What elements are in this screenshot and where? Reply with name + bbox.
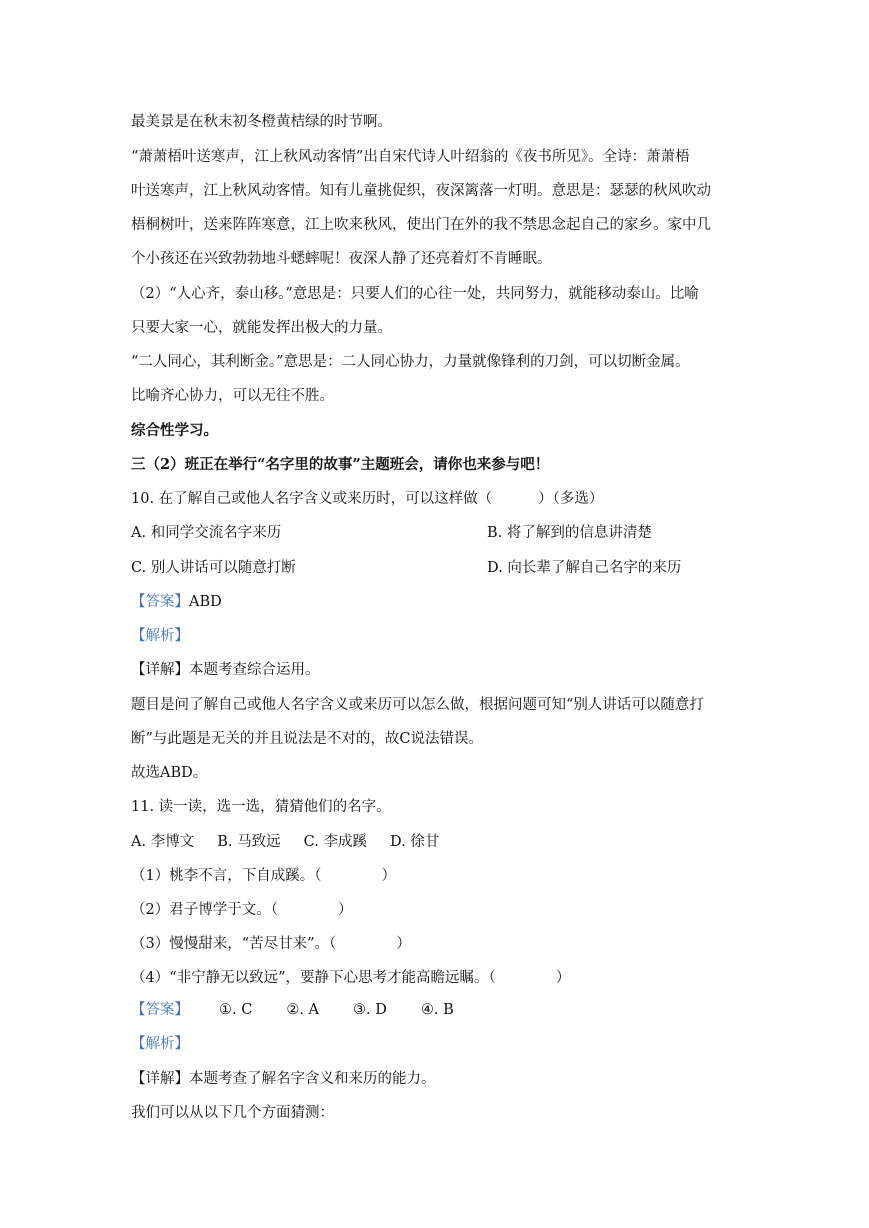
question-10-stem bbox=[131, 489, 603, 509]
option-b: B. 将了解到的信息讲清楚 bbox=[487, 525, 652, 541]
answer-item: ②. A bbox=[286, 1002, 320, 1018]
bracket-close: ） bbox=[396, 936, 411, 952]
explanation-line: 断”与此题是无关的并且说法是不对的，故C说法错误。 bbox=[131, 731, 484, 747]
section-intro: 三（2）班正在举行“名字里的故事”主题班会，请你也来参与吧！ bbox=[131, 456, 550, 473]
option-a: A. 和同学交流名字来历 bbox=[131, 525, 282, 541]
question-stem-text: 10. 在了解自己或他人名字含义或来历时，可以这样做（ bbox=[131, 491, 493, 507]
answer-item: ③. D bbox=[353, 1002, 387, 1018]
paragraph-line: 最美景是在秋末初冬橙黄桔绿的时节啊。 bbox=[131, 114, 392, 130]
paragraph-line: 个小孩还在兴致勃勃地斗蟋蟀呢！夜深人静了还亮着灯不肯睡眠。 bbox=[131, 251, 552, 267]
answer-line bbox=[131, 1000, 454, 1020]
option-d: D. 向长辈了解自己名字的来历 bbox=[487, 560, 682, 576]
analysis-label: 【解析】 bbox=[131, 628, 189, 644]
question-stem-end: ）（多选） bbox=[538, 491, 604, 507]
answer-label: 【答案】 bbox=[131, 1002, 189, 1018]
sub-question-3 bbox=[131, 934, 411, 954]
paragraph-line: “萧萧梧叶送寒声，江上秋风动客情”出自宋代诗人叶绍翁的《夜书所见》。全诗：萧萧梧 bbox=[131, 149, 690, 165]
paragraph-line: （2）“人心齐，泰山移。”意思是：只要人们的心往一处，共同努力，就能移动泰山。比喻 bbox=[131, 286, 699, 302]
detail-label: 【详解】 bbox=[131, 1071, 189, 1087]
section-title: 综合性学习。 bbox=[131, 422, 218, 439]
paragraph-line: 只要大家一心，就能发挥出极大的力量。 bbox=[131, 320, 392, 336]
sub-question-1 bbox=[131, 866, 396, 886]
sub-question-text: （1）桃李不言，下自成蹊。（ bbox=[131, 868, 322, 884]
analysis-label: 【解析】 bbox=[131, 1036, 189, 1052]
sub-question-text: （3）慢慢甜来，“苦尽甘来”。（ bbox=[131, 936, 337, 952]
bracket-close: ） bbox=[381, 868, 396, 884]
sub-question-4 bbox=[131, 968, 570, 988]
explanation-line: 题目是问了解自己或他人名字含义或来历可以怎么做，根据问题可知“别人讲话可以随意打 bbox=[131, 697, 704, 713]
sub-question-text: （2）君子博学于文。（ bbox=[131, 902, 278, 918]
answer-item: ①. C bbox=[219, 1002, 253, 1018]
detail-line bbox=[131, 1069, 436, 1089]
question-11-stem: 11. 读一读，选一选，猜猜他们的名字。 bbox=[131, 799, 391, 815]
detail-text: 本题考查综合运用。 bbox=[189, 662, 320, 678]
answer-item: ④. B bbox=[420, 1002, 454, 1018]
bracket-close: ） bbox=[337, 902, 353, 918]
question-11-choices: A. 李博文 B. 马致远 C. 李成蹊 D. 徐甘 bbox=[131, 834, 440, 850]
answer-value: ABD bbox=[189, 594, 222, 610]
explanation-line: 故选ABD。 bbox=[131, 765, 208, 781]
paragraph-line: 我们可以从以下几个方面猜测： bbox=[131, 1105, 334, 1121]
paragraph-line: “二人同心，其利断金。”意思是：二人同心协力，力量就像锋利的刀剑，可以切断金属。 bbox=[131, 354, 690, 370]
sub-question-text: （4）“非宁静无以致远”，要静下心思考才能高瞻远瞩。（ bbox=[131, 970, 496, 986]
answer-label: 【答案】 bbox=[131, 594, 189, 610]
paragraph-line: 叶送寒声，江上秋风动客情。知有儿童挑促织，夜深篱落一灯明。意思是：瑟瑟的秋风吹动 bbox=[131, 183, 711, 199]
option-c: C. 别人讲话可以随意打断 bbox=[131, 560, 296, 576]
paragraph-line: 梧桐树叶，送来阵阵寒意，江上吹来秋风，使出门在外的我不禁思念起自己的家乡。家中几 bbox=[131, 217, 711, 233]
option-row bbox=[131, 523, 281, 543]
sub-question-2 bbox=[131, 900, 352, 920]
option-row bbox=[131, 558, 296, 578]
paragraph-line: 比喻齐心协力，可以无往不胜。 bbox=[131, 388, 334, 404]
answer-line bbox=[131, 592, 222, 612]
detail-text: 本题考查了解名字含义和来历的能力。 bbox=[189, 1071, 436, 1087]
detail-label: 【详解】 bbox=[131, 662, 189, 678]
bracket-close: ） bbox=[555, 970, 571, 986]
detail-line bbox=[131, 660, 320, 680]
